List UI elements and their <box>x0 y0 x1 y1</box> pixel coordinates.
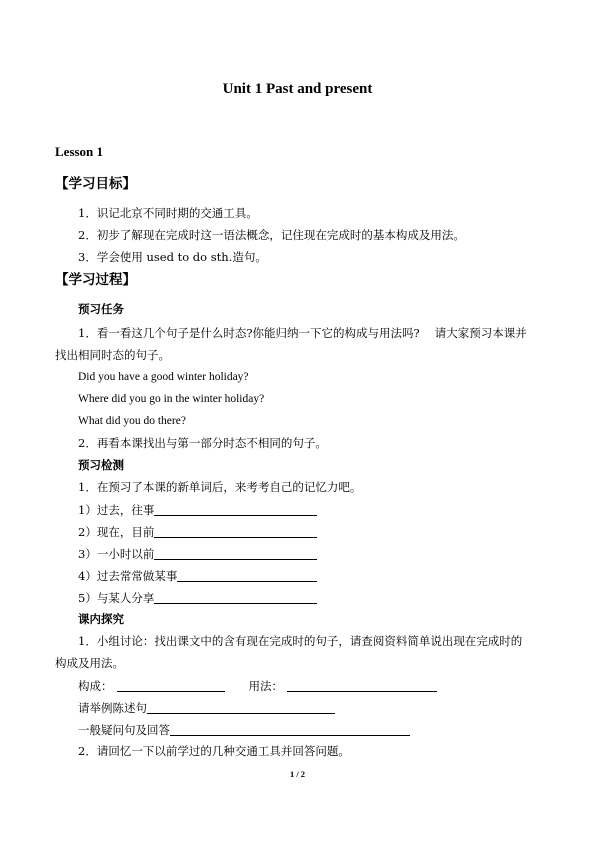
form-label: 构成： <box>78 679 113 693</box>
vocab-item <box>78 503 317 518</box>
preview-check-intro: 1．在预习了本课的新单词后，来考考自己的记忆力吧。 <box>78 480 362 494</box>
preview-task-question-1-cont: 找出相同时态的句子。 <box>55 348 170 362</box>
example-sentence: Did you have a good winter holiday? <box>78 371 249 383</box>
statement-row <box>78 701 335 716</box>
goal-item: 1．识记北京不同时期的交通工具。 <box>78 206 258 220</box>
usage-label: 用法： <box>248 679 283 693</box>
vocab-item-label: 1）过去，往事 <box>78 503 155 517</box>
form-answer-blank[interactable] <box>117 679 225 692</box>
vocab-item-label: 2）现在，目前 <box>78 525 155 539</box>
vocab-item <box>78 547 317 562</box>
vocab-item-label: 4）过去常常做某事 <box>78 569 178 583</box>
example-sentence: Where did you go in the winter holiday? <box>78 393 265 405</box>
vocab-item-label: 5）与某人分享 <box>78 591 155 605</box>
preview-task-heading: 预习任务 <box>78 302 124 316</box>
usage-answer-blank[interactable] <box>287 679 437 692</box>
process-heading: 【学习过程】 <box>55 272 136 288</box>
vocab-item <box>78 591 317 606</box>
answer-blank[interactable] <box>177 569 317 582</box>
goal-item: 3．学会使用 used to do sth.造句。 <box>78 250 267 264</box>
answer-blank[interactable] <box>154 591 317 604</box>
question-row <box>78 723 410 738</box>
vocab-item <box>78 569 317 584</box>
answer-blank[interactable] <box>154 503 317 516</box>
vocab-item <box>78 525 317 540</box>
preview-task-question-1: 1．看一看这几个句子是什么时态?你能归纳一下它的构成与用法吗? 请大家预习本课并 <box>78 326 527 340</box>
question-answer-blank[interactable] <box>170 723 410 736</box>
page-number: 1 / 2 <box>289 769 306 779</box>
goals-heading: 【学习目标】 <box>55 176 136 192</box>
statement-label: 请举例陈述句 <box>78 701 147 715</box>
example-sentence: What did you do there? <box>78 415 186 427</box>
question-label: 一般疑问句及回答 <box>78 723 170 737</box>
explore-question-2: 2．请回忆一下以前学过的几种交通工具并回答问题。 <box>78 744 350 758</box>
page-title: Unit 1 Past and present <box>222 81 373 97</box>
explore-question-1: 1．小组讨论：找出课文中的含有现在完成时的句子，请查阅资料简单说出现在完成时的 <box>78 634 523 648</box>
goal-item: 2．初步了解现在完成时这一语法概念，记住现在完成时的基本构成及用法。 <box>78 228 465 242</box>
preview-task-question-2: 2．再看本课找出与第一部分时态不相同的句子。 <box>78 436 327 450</box>
answer-blank[interactable] <box>154 525 317 538</box>
explore-heading: 课内探究 <box>78 612 124 626</box>
form-usage-row <box>78 679 437 694</box>
answer-blank[interactable] <box>154 547 317 560</box>
preview-check-heading: 预习检测 <box>78 458 124 472</box>
explore-question-1-cont: 构成及用法。 <box>55 656 124 670</box>
vocab-item-label: 3）一小时以前 <box>78 547 155 561</box>
statement-answer-blank[interactable] <box>147 701 335 714</box>
lesson-heading: Lesson 1 <box>55 144 104 159</box>
